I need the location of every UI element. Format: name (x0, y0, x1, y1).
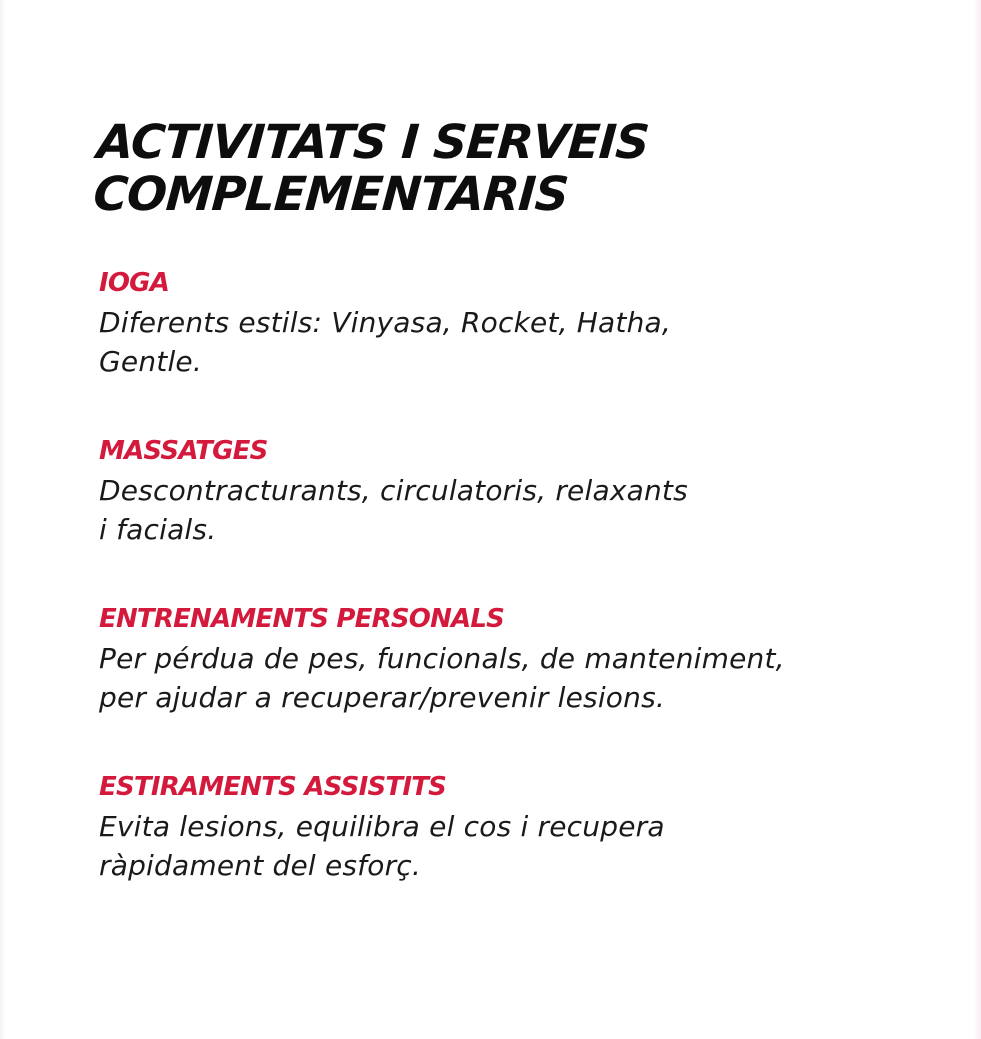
section-entrenaments-personals (99, 603, 949, 717)
description-line: Evita lesions, equilibra el cos i recupera (99, 810, 665, 843)
page-title-line-1: ACTIVITATS I SERVEIS (95, 115, 651, 170)
left-page-edge (0, 0, 6, 1039)
section-heading-entrenaments-personals: ENTRENAMENTS PERSONALS (99, 604, 505, 634)
section-heading-massatges: MASSATGES (99, 436, 268, 466)
section-description-entrenaments-personals (99, 639, 949, 717)
section-estiraments-assistits (99, 771, 949, 885)
section-description-estiraments-assistits (99, 807, 949, 885)
services-content (91, 115, 949, 885)
section-massatges (99, 435, 949, 549)
page-title (92, 117, 949, 221)
description-line: Descontracturants, circulatoris, relaxants (99, 474, 688, 507)
right-page-edge (973, 0, 981, 1039)
section-ioga (99, 267, 949, 381)
section-description-massatges (99, 471, 949, 549)
description-line: per ajudar a recuperar/prevenir lesions. (99, 681, 665, 714)
description-line: Per pérdua de pes, funcionals, de manteniment, (99, 642, 785, 675)
section-heading-ioga: IOGA (99, 268, 170, 298)
section-heading-estiraments-assistits: ESTIRAMENTS ASSISTITS (99, 772, 447, 802)
description-line: ràpidament del esforç. (99, 849, 421, 882)
description-line: Gentle. (99, 345, 202, 378)
description-line: i facials. (99, 513, 217, 546)
page-title-line-2: COMPLEMENTARIS (91, 167, 570, 222)
description-line: Diferents estils: Vinyasa, Rocket, Hatha, (99, 306, 672, 339)
section-description-ioga (99, 303, 949, 381)
